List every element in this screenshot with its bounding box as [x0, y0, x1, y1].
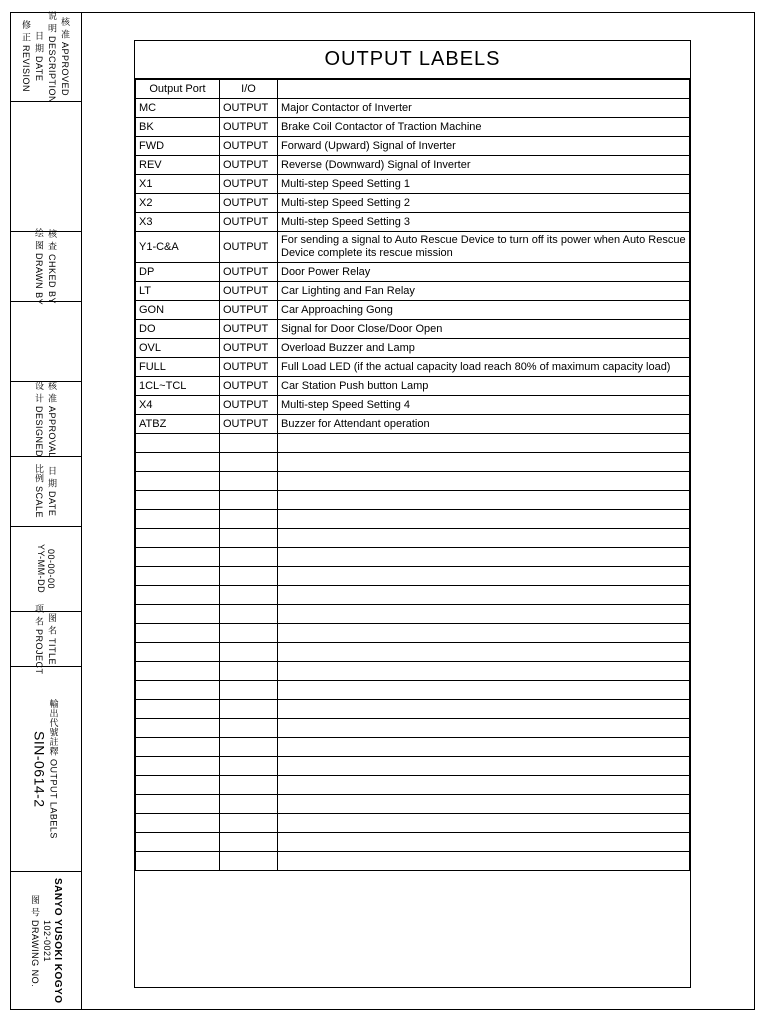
table-row — [136, 213, 690, 232]
cell-io: OUTPUT — [220, 339, 278, 358]
cell-io: OUTPUT — [220, 415, 278, 434]
cell-desc: Door Power Relay — [278, 263, 690, 282]
cell-io: OUTPUT — [220, 194, 278, 213]
cell-port: FULL — [136, 358, 220, 377]
cell-port: DP — [136, 263, 220, 282]
cell-io: OUTPUT — [220, 118, 278, 137]
drawing-name-cell: SIN-0614-2 輸出代號註釋 OUTPUT LABELS — [10, 667, 82, 872]
cell-port: Y1-C&A — [136, 232, 220, 263]
cell-io: OUTPUT — [220, 232, 278, 263]
cell-io: OUTPUT — [220, 358, 278, 377]
output-labels-sheet — [134, 40, 691, 988]
title-block — [10, 12, 82, 1010]
cell-port: FWD — [136, 137, 220, 156]
cell-port: X3 — [136, 213, 220, 232]
cell-io: OUTPUT — [220, 301, 278, 320]
sheet-title: OUTPUT LABELS — [135, 41, 690, 79]
empty-row — [136, 586, 690, 605]
empty-row — [136, 662, 690, 681]
output-labels-table — [135, 79, 690, 871]
table-row — [136, 137, 690, 156]
blank-cell — [10, 102, 82, 232]
cell-desc: Multi-step Speed Setting 1 — [278, 175, 690, 194]
table-header-row — [136, 80, 690, 99]
approval-cell: 设 计 DESIGNED 核 准 APPROVAL — [10, 382, 82, 457]
empty-row — [136, 776, 690, 795]
cell-io: OUTPUT — [220, 263, 278, 282]
empty-row — [136, 624, 690, 643]
empty-row — [136, 529, 690, 548]
cell-io: OUTPUT — [220, 99, 278, 118]
cell-desc: Multi-step Speed Setting 4 — [278, 396, 690, 415]
empty-row — [136, 548, 690, 567]
project-cell: 项 名 PROJECT 图 名 TITLE — [10, 612, 82, 667]
designed-cell — [10, 302, 82, 382]
cell-desc: Buzzer for Attendant operation — [278, 415, 690, 434]
table-row — [136, 232, 690, 263]
cell-io: OUTPUT — [220, 282, 278, 301]
cell-io: OUTPUT — [220, 137, 278, 156]
empty-row — [136, 605, 690, 624]
table-row — [136, 118, 690, 137]
cell-port: ATBZ — [136, 415, 220, 434]
cell-desc: Signal for Door Close/Door Open — [278, 320, 690, 339]
cell-port: X4 — [136, 396, 220, 415]
table-row — [136, 175, 690, 194]
empty-row — [136, 510, 690, 529]
empty-row — [136, 852, 690, 871]
cell-port: REV — [136, 156, 220, 175]
header-io: I/O — [220, 80, 278, 99]
cell-desc: Car Approaching Gong — [278, 301, 690, 320]
table-row — [136, 99, 690, 118]
scale-cell: 比例 SCALE 日 期 DATE — [10, 457, 82, 527]
empty-row — [136, 738, 690, 757]
table-row — [136, 339, 690, 358]
table-row — [136, 415, 690, 434]
cell-port: MC — [136, 99, 220, 118]
cell-desc: Multi-step Speed Setting 3 — [278, 213, 690, 232]
table-row — [136, 358, 690, 377]
empty-row — [136, 719, 690, 738]
cell-desc: Car Lighting and Fan Relay — [278, 282, 690, 301]
table-row — [136, 320, 690, 339]
table-row — [136, 282, 690, 301]
table-row — [136, 301, 690, 320]
empty-row — [136, 795, 690, 814]
empty-row — [136, 434, 690, 453]
cell-desc: For sending a signal to Auto Rescue Device to turn off its power when Auto Rescue Device complete its rescue mission — [278, 232, 690, 263]
cell-port: GON — [136, 301, 220, 320]
table-row — [136, 156, 690, 175]
cell-port: LT — [136, 282, 220, 301]
empty-row — [136, 643, 690, 662]
cell-desc: Major Contactor of Inverter — [278, 99, 690, 118]
cell-desc: Car Station Push button Lamp — [278, 377, 690, 396]
cell-desc: Multi-step Speed Setting 2 — [278, 194, 690, 213]
table-row — [136, 396, 690, 415]
cell-io: OUTPUT — [220, 175, 278, 194]
cell-desc: Brake Coil Contactor of Traction Machine — [278, 118, 690, 137]
cell-io: OUTPUT — [220, 396, 278, 415]
empty-row — [136, 757, 690, 776]
empty-row — [136, 681, 690, 700]
cell-desc: Full Load LED (if the actual capacity load reach 80% of maximum capacity load) — [278, 358, 690, 377]
cell-port: X1 — [136, 175, 220, 194]
cell-desc: Forward (Upward) Signal of Inverter — [278, 137, 690, 156]
empty-row — [136, 472, 690, 491]
empty-row — [136, 567, 690, 586]
cell-io: OUTPUT — [220, 156, 278, 175]
cell-io: OUTPUT — [220, 213, 278, 232]
company-logo: SANYO YUSOKI KOGYO — [52, 878, 63, 1004]
cell-desc: Reverse (Downward) Signal of Inverter — [278, 156, 690, 175]
drawn-by-cell: 绘 图 DRAWN BY 核 查 CHKED BY — [10, 232, 82, 302]
empty-row — [136, 700, 690, 719]
revision-cell: 修 正 REVISION 日 期 DATE 说 明 DESCRIPTION 核 准 APPROVED — [10, 12, 82, 102]
drawing-no-cell: 图 号 DRAWING NO. 102-0021 SANYO YUSOKI KOGYO — [30, 878, 63, 1004]
table-row — [136, 194, 690, 213]
cell-desc: Overload Buzzer and Lamp — [278, 339, 690, 358]
empty-row — [136, 833, 690, 852]
empty-row — [136, 814, 690, 833]
cell-io: OUTPUT — [220, 320, 278, 339]
cell-port: X2 — [136, 194, 220, 213]
header-desc — [278, 80, 690, 99]
cell-port: BK — [136, 118, 220, 137]
table-row — [136, 263, 690, 282]
empty-row — [136, 491, 690, 510]
date-value-cell: YY-MM-DD 00-00-00 — [10, 527, 82, 612]
cell-io: OUTPUT — [220, 377, 278, 396]
header-port: Output Port — [136, 80, 220, 99]
empty-row — [136, 453, 690, 472]
cell-port: 1CL~TCL — [136, 377, 220, 396]
cell-port: DO — [136, 320, 220, 339]
cell-port: OVL — [136, 339, 220, 358]
table-row — [136, 377, 690, 396]
